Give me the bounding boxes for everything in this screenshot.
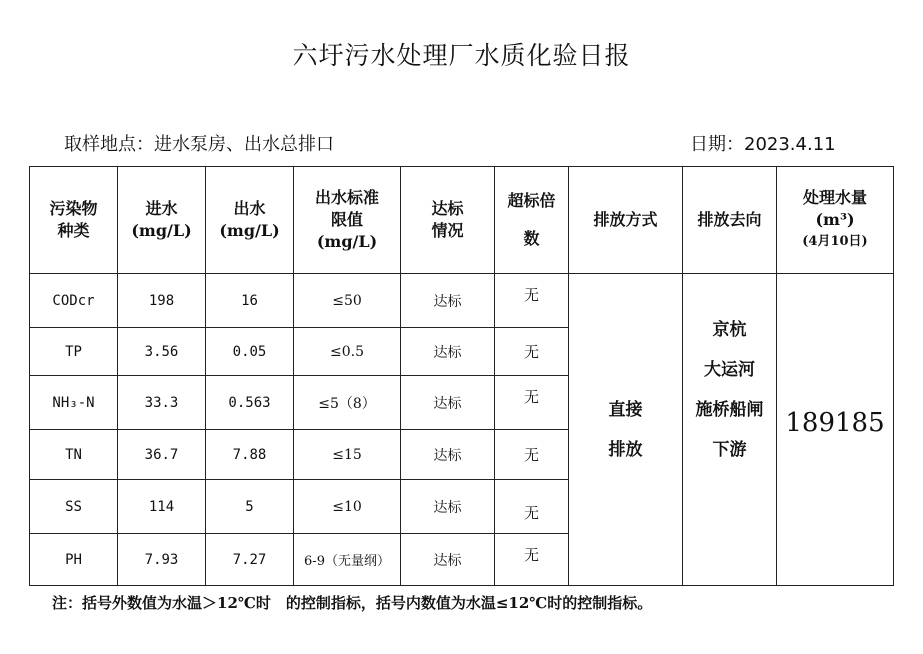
exceed-value: 无 [495,274,569,328]
header-discharge-direction: 排放去向 [683,167,777,274]
header-exceed: 超标倍 数 [495,167,569,274]
status-value: 达标 [401,534,495,586]
footnote: 注：括号外数值为水温＞12℃时 的控制指标，括号内数值为水温≤12℃时的控制指标。 [52,594,653,612]
standard-value: ≤10 [294,480,401,534]
standard-value: 6-9（无量纲） [294,534,401,586]
standard-value: ≤5（8） [294,376,401,430]
exceed-value: 无 [495,534,569,586]
inflow-value: 36.7 [118,430,206,480]
status-value: 达标 [401,274,495,328]
outflow-value: 16 [206,274,294,328]
discharge-direction-cell: 京杭 大运河 施桥船闸 下游 [683,274,777,586]
header-standard: 出水标准 限值 (mg/L) [294,167,401,274]
header-volume: 处理水量 (m³) (4月10日) [777,167,894,274]
header-pollutant: 污染物 种类 [30,167,118,274]
pollutant-name: TN [30,430,118,480]
standard-value: ≤0.5 [294,328,401,376]
discharge-method-cell: 直接 排放 [569,274,683,586]
standard-value: ≤50 [294,274,401,328]
standard-value: ≤15 [294,430,401,480]
pollutant-name: NH₃-N [30,376,118,430]
inflow-value: 114 [118,480,206,534]
header-discharge-method: 排放方式 [569,167,683,274]
outflow-value: 7.27 [206,534,294,586]
header-outflow: 出水 (mg/L) [206,167,294,274]
treated-volume-value: 189185 [777,274,894,586]
inflow-value: 3.56 [118,328,206,376]
status-value: 达标 [401,328,495,376]
water-quality-table [29,166,894,586]
status-value: 达标 [401,480,495,534]
inflow-value: 7.93 [118,534,206,586]
exceed-value: 无 [495,328,569,376]
inflow-value: 198 [118,274,206,328]
pollutant-name: CODcr [30,274,118,328]
exceed-value: 无 [495,430,569,480]
report-title: 六圩污水处理厂水质化验日报 [292,41,631,70]
inflow-value: 33.3 [118,376,206,430]
status-value: 达标 [401,430,495,480]
pollutant-name: SS [30,480,118,534]
header-compliance: 达标 情况 [401,167,495,274]
outflow-value: 0.563 [206,376,294,430]
status-value: 达标 [401,376,495,430]
report-date: 日期：2023.4.11 [690,134,836,155]
exceed-value: 无 [495,480,569,534]
table-row [30,274,894,328]
outflow-value: 0.05 [206,328,294,376]
header-inflow: 进水 (mg/L) [118,167,206,274]
pollutant-name: PH [30,534,118,586]
sampling-location: 取样地点：进水泵房、出水总排口 [64,134,334,155]
outflow-value: 5 [206,480,294,534]
outflow-value: 7.88 [206,430,294,480]
table-header-row [30,167,894,274]
exceed-value: 无 [495,376,569,430]
pollutant-name: TP [30,328,118,376]
